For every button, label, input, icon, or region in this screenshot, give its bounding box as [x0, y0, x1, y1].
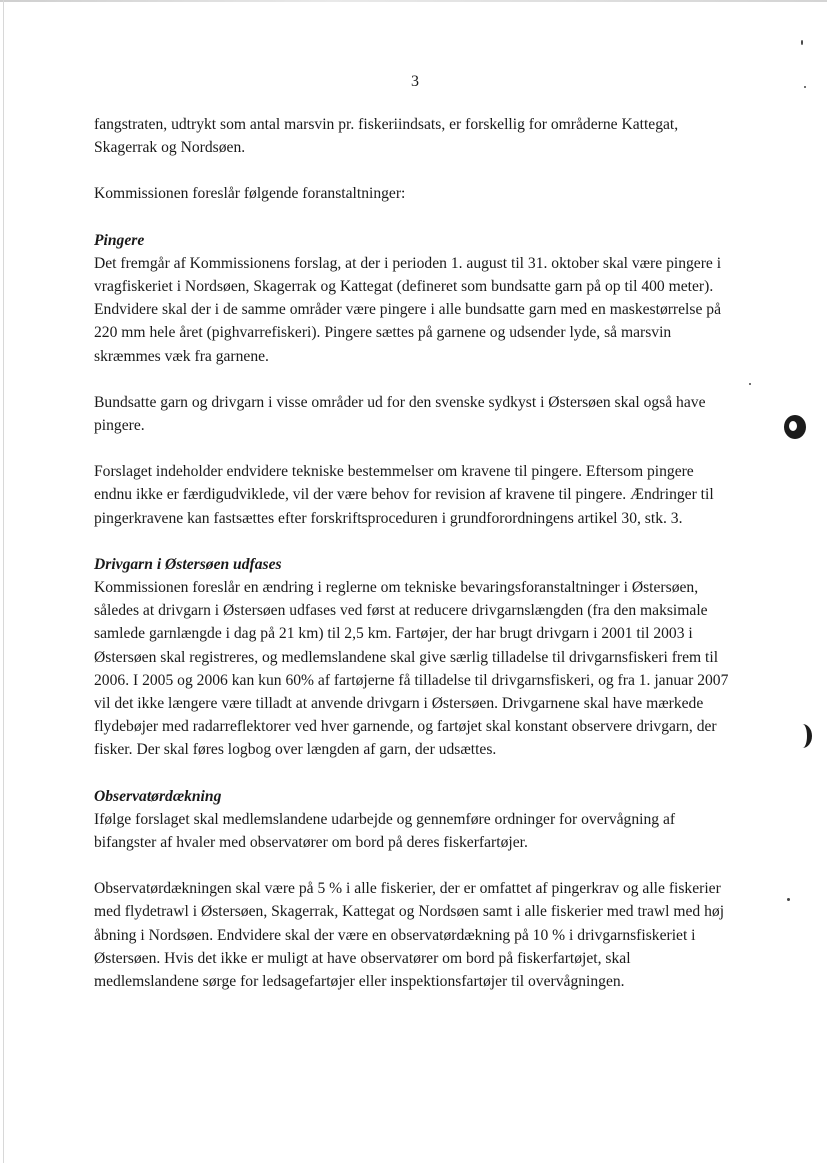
scan-speck: [787, 898, 790, 901]
section-drivgarn: [94, 553, 734, 762]
scan-speck: [801, 40, 803, 45]
binder-hole-mark: [784, 415, 806, 439]
paragraph-drivgarn: Kommissionen foreslår en ændring i reglerne om tekniske bevaringsforanstaltninger i Østersøen, således at drivgarn i Østersøen udfases ved først at reducere drivgarnslængden (fra den maksimale samlede garnlængde i dag på 21 km) til 2,5 km. Fartøjer, der har brugt drivgarn i 2001 til 2003 i Østersøen skal registreres, og medlemslandene skal give særlig tilladelse til drivgarnsfiskeri frem til 2006. I 2005 og 2006 kan kun 60% af fartøjerne få tilladelse til drivgarnsfiskeri, og fra 1. januar 2007 vil det ikke længere være tilladt at anvende drivgarn i Østersøen. Drivgarnene skal have mærkede flydebøjer med radarreflektorer ved hver garnende, og fartøjet skal konstant observere drivgarn, der fisker. Der skal føres logbog over længden af garn, der udsættes.: [94, 579, 729, 759]
scan-speck: [804, 86, 806, 88]
paragraph-1: fangstraten, udtrykt som antal marsvin pr. fiskeriindsats, er forskellig for områderne Kattegat, Skagerrak og Nordsøen.: [94, 116, 679, 157]
paragraph-pingere: Det fremgår af Kommissionens forslag, at der i perioden 1. august til 31. oktober skal være pingere i vragfiskeriet i Nordsøen, Skagerrak og Kattegat (defineret som bundsatte garn på op til 400 meter). Endvidere skal der i de samme områder være pingere i alle bundsatte garn med en maskestørrelse på 220 mm hele året (pighvarrefiskeri). Pingere sættes på garnene og udsender lyde, så marsvin skræmmes væk fra garnene.: [94, 254, 722, 365]
section-observator: [94, 785, 734, 855]
document-body: [94, 113, 734, 1016]
paragraph-2: Kommissionen foreslår følgende foranstaltninger:: [94, 185, 406, 203]
heading-pingere: Pingere: [94, 231, 145, 249]
paragraph-observator: Ifølge forslaget skal medlemslandene udarbejde og gennemføre ordninger for overvågning af bifangster af hvaler med observatører om bord på deres fiskerfartøjer.: [94, 810, 676, 852]
paragraph-8: Observatørdækningen skal være på 5 % i alle fiskerier, der er omfattet af pingerkrav og alle fiskerier med flydetrawl i Østersøen, Skagerrak, Kattegat og Nordsøen samt i alle fiskerier med trawl med høj åbning i Nordsøen. Endvidere skal der være en observatørdækning på 10 % i drivgarnsfiskeriet i Østersøen. Hvis det ikke er muligt at have observatører om bord på fiskerfartøjet, skal medlemslandene sørge for ledsagefartøjer eller inspektionsfartøjer til overvågningen.: [94, 880, 725, 991]
scan-speck: [749, 383, 751, 385]
section-pingere: [94, 229, 734, 368]
heading-observatordaekning: Observatørdækning: [94, 787, 222, 805]
scan-edge-left: [3, 0, 4, 1163]
binder-hole-mark: [793, 724, 812, 748]
heading-drivgarn: Drivgarn i Østersøen udfases: [94, 555, 282, 573]
scan-edge: [0, 0, 827, 2]
paragraph-4: Bundsatte garn og drivgarn i visse områder ud for den svenske sydkyst i Østersøen skal også have pingere.: [94, 393, 706, 435]
paragraph-5: Forslaget indeholder endvidere tekniske bestemmelser om kravene til pingere. Eftersom pingere endnu ikke er færdigudviklede, vil der være behov for revision af kravene til pingere. Ændringer til pingerkravene kan fastsættes efter forskriftsproceduren i grundforordningens artikel 30, stk. 3.: [94, 463, 714, 527]
page-number: 3: [411, 73, 419, 90]
